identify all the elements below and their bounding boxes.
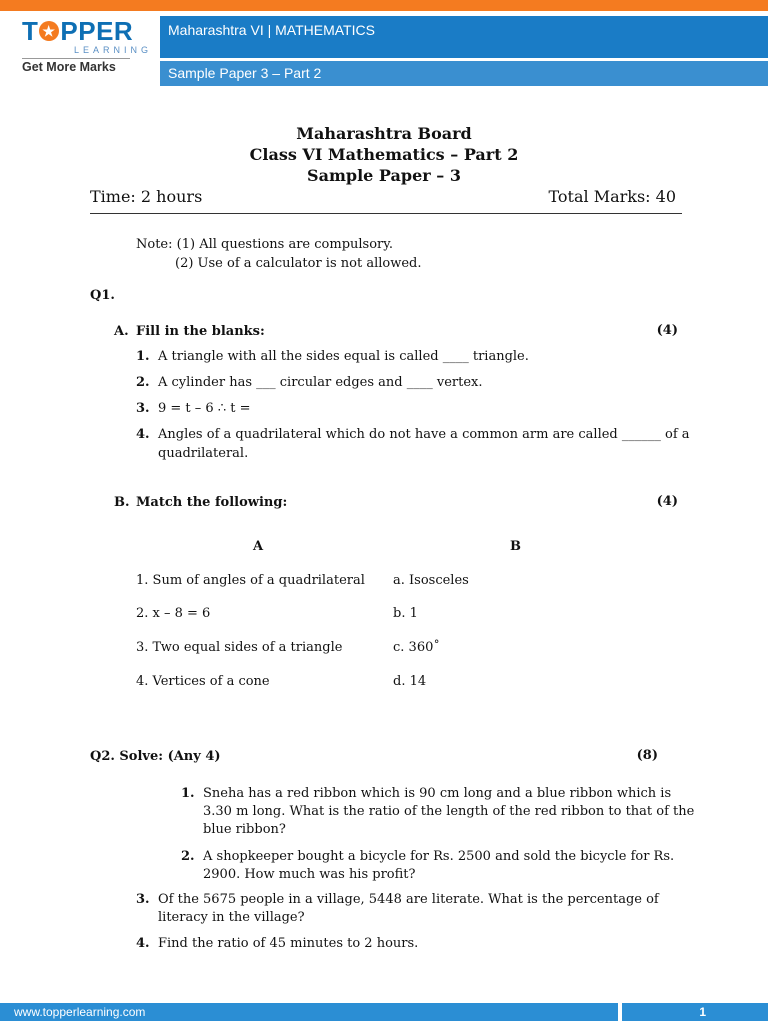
item-text-continued: quadrilateral. bbox=[158, 446, 249, 461]
q1-label: Q1. bbox=[90, 288, 115, 303]
logo-text-t: T bbox=[22, 16, 39, 46]
list-item bbox=[136, 935, 418, 953]
footer-url[interactable]: www.topperlearning.com bbox=[0, 1003, 618, 1021]
list-item bbox=[181, 785, 681, 803]
match-right: b. 1 bbox=[393, 606, 418, 621]
list-item bbox=[136, 426, 690, 444]
item-text-continued: 3.30 m long. What is the ratio of the length of the red ribbon to that of the bbox=[203, 804, 695, 819]
header-rule bbox=[90, 213, 682, 214]
match-left: 1. Sum of angles of a quadrilateral bbox=[136, 573, 365, 588]
item-text: A triangle with all the sides equal is called ____ triangle. bbox=[158, 349, 529, 364]
page-number: 1 bbox=[622, 1003, 768, 1021]
item-text: 9 = t – 6 ∴ t = bbox=[158, 401, 251, 416]
topper-logo bbox=[22, 16, 153, 77]
list-item bbox=[181, 848, 674, 866]
note-1: (1) All questions are compulsory. bbox=[176, 237, 394, 252]
item-number: 4. bbox=[136, 936, 150, 951]
item-text-continued: blue ribbon? bbox=[203, 822, 286, 837]
section-b-letter: B. bbox=[114, 495, 130, 510]
match-left: 3. Two equal sides of a triangle bbox=[136, 640, 343, 655]
list-item bbox=[136, 348, 529, 366]
item-text: A cylinder has ___ circular edges and ____ vertex. bbox=[158, 375, 483, 390]
item-text: A shopkeeper bought a bicycle for Rs. 2500 and sold the bicycle for Rs. bbox=[203, 849, 675, 864]
list-item bbox=[136, 891, 659, 909]
logo-sub: LEARNING bbox=[74, 45, 153, 55]
header-paper: Sample Paper 3 – Part 2 bbox=[160, 61, 768, 86]
header-subject: Maharashtra VI | MATHEMATICS bbox=[160, 16, 768, 58]
section-a-title: Fill in the blanks: bbox=[136, 324, 265, 339]
item-text: Find the ratio of 45 minutes to 2 hours. bbox=[158, 936, 419, 951]
column-b-header: B bbox=[510, 539, 521, 554]
match-left: 4. Vertices of a cone bbox=[136, 674, 270, 689]
note-2: (2) Use of a calculator is not allowed. bbox=[175, 256, 422, 271]
match-right: d. 14 bbox=[393, 674, 427, 689]
item-number: 2. bbox=[136, 375, 150, 390]
item-text-continued: 2900. How much was his profit? bbox=[203, 867, 416, 882]
item-text: Angles of a quadrilateral which do not have a common arm are called ______ of a bbox=[158, 427, 690, 442]
item-number: 1. bbox=[181, 786, 195, 801]
total-marks-label: Total Marks: 40 bbox=[548, 187, 676, 206]
item-text-continued: literacy in the village? bbox=[158, 910, 305, 925]
q2-heading: Q2. Solve: (Any 4) bbox=[90, 749, 221, 764]
item-text: Of the 5675 people in a village, 5448 are literate. What is the percentage of bbox=[158, 892, 659, 907]
item-number: 2. bbox=[181, 849, 195, 864]
q2-marks: (8) bbox=[636, 748, 658, 763]
section-b-title: Match the following: bbox=[136, 495, 288, 510]
item-number: 3. bbox=[136, 401, 150, 416]
match-right: a. Isosceles bbox=[393, 573, 469, 588]
column-a-header: A bbox=[253, 539, 264, 554]
item-number: 1. bbox=[136, 349, 150, 364]
star-icon bbox=[39, 21, 59, 41]
item-number: 3. bbox=[136, 892, 150, 907]
time-marks-row bbox=[90, 187, 682, 206]
list-item bbox=[136, 400, 250, 418]
match-right: c. 360˚ bbox=[393, 640, 440, 655]
top-accent-bar bbox=[0, 0, 768, 11]
doc-title-board: Maharashtra Board bbox=[296, 124, 472, 143]
list-item bbox=[136, 374, 483, 392]
section-a-heading bbox=[114, 323, 265, 341]
section-a-marks: (4) bbox=[656, 323, 678, 338]
logo-divider bbox=[22, 58, 130, 59]
note-label: Note: bbox=[136, 237, 173, 252]
logo-text-rest: PPER bbox=[60, 16, 134, 46]
item-text: Sneha has a red ribbon which is 90 cm long and a blue ribbon which is bbox=[203, 786, 672, 801]
section-b-marks: (4) bbox=[656, 494, 678, 509]
doc-title-paper: Sample Paper – 3 bbox=[307, 166, 461, 185]
section-b-heading bbox=[114, 494, 287, 512]
section-a-letter: A. bbox=[114, 324, 129, 339]
time-label: Time: 2 hours bbox=[90, 187, 203, 206]
match-left: 2. x – 8 = 6 bbox=[136, 606, 211, 621]
note-line-1 bbox=[136, 236, 393, 254]
logo-tagline: Get More Marks bbox=[22, 60, 116, 74]
item-number: 4. bbox=[136, 427, 150, 442]
doc-title-class: Class VI Mathematics – Part 2 bbox=[249, 145, 519, 164]
